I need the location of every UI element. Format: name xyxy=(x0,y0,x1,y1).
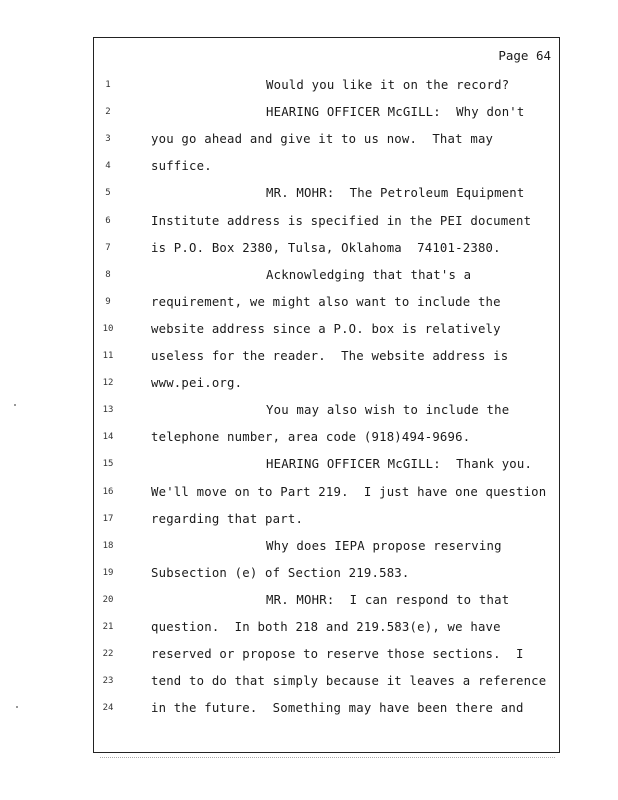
line-text: regarding that part. xyxy=(151,511,304,526)
line-number: 18 xyxy=(102,540,114,551)
transcript-line xyxy=(94,376,554,396)
line-number: 23 xyxy=(102,676,114,687)
transcript-line xyxy=(94,159,554,179)
line-text: Institute address is specified in the PEI document xyxy=(151,213,532,228)
transcript-line xyxy=(94,322,554,342)
line-text: Acknowledging that that's a xyxy=(266,267,472,282)
scan-speck xyxy=(14,404,16,406)
line-text: www.pei.org. xyxy=(151,376,243,391)
transcript-line xyxy=(94,674,554,694)
line-number: 20 xyxy=(102,594,114,605)
line-text: telephone number, area code (918)494-9696. xyxy=(151,430,471,445)
transcript-line xyxy=(94,132,554,152)
scan-artifact-line xyxy=(100,757,555,761)
line-text: question. In both 218 and 219.583(e), we have xyxy=(151,620,501,634)
line-number: 21 xyxy=(102,622,114,632)
line-number: 16 xyxy=(102,486,114,497)
transcript-line xyxy=(94,430,554,450)
line-number: 1 xyxy=(105,80,111,90)
line-number: 17 xyxy=(102,513,114,524)
line-text: reserved or propose to reserve those sections. I xyxy=(151,647,524,662)
line-number: 2 xyxy=(105,107,111,118)
line-number: 4 xyxy=(105,161,111,172)
line-number: 12 xyxy=(102,378,114,389)
transcript-line xyxy=(94,349,554,369)
line-text: website address since a P.O. box is relatively xyxy=(151,321,501,336)
transcript-line xyxy=(94,186,554,206)
line-number: 10 xyxy=(102,323,114,334)
line-text: Would you like it on the record? xyxy=(266,78,510,92)
transcript-line xyxy=(94,566,554,586)
line-number: 15 xyxy=(102,459,114,470)
line-text: tend to do that simply because it leaves a reference xyxy=(151,674,547,689)
transcript-line xyxy=(94,620,554,640)
transcript-line xyxy=(94,457,554,477)
line-text: Why does IEPA propose reserving xyxy=(266,538,502,553)
line-number: 5 xyxy=(105,188,111,199)
transcript-line xyxy=(94,485,554,505)
transcript-line xyxy=(94,78,554,98)
line-number: 7 xyxy=(105,242,111,253)
line-text: You may also wish to include the xyxy=(266,403,510,418)
line-number: 24 xyxy=(102,703,114,714)
line-text: Subsection (e) of Section 219.583. xyxy=(151,565,410,580)
line-number: 11 xyxy=(102,351,114,361)
line-text: HEARING OFFICER McGILL: Thank you. xyxy=(266,457,533,472)
line-text: suffice. xyxy=(151,159,212,174)
transcript-line xyxy=(94,701,554,721)
line-number: 14 xyxy=(102,432,114,443)
line-text: is P.O. Box 2380, Tulsa, Oklahoma 74101-2380. xyxy=(151,240,501,255)
line-text: in the future. Something may have been there and xyxy=(151,701,524,716)
transcript-line xyxy=(94,268,554,288)
line-text: MR. MOHR: I can respond to that xyxy=(266,592,510,607)
line-text: useless for the reader. The website address is xyxy=(151,349,509,363)
line-text: MR. MOHR: The Petroleum Equipment xyxy=(266,186,525,201)
transcript-line xyxy=(94,539,554,559)
transcript-line xyxy=(94,593,554,613)
transcript-page xyxy=(93,37,560,753)
transcript-line xyxy=(94,403,554,423)
transcript-line xyxy=(94,241,554,261)
transcript-line xyxy=(94,295,554,315)
line-number: 19 xyxy=(102,567,114,578)
page-number: Page 64 xyxy=(498,48,551,63)
line-text: requirement, we might also want to include the xyxy=(151,294,501,309)
line-number: 8 xyxy=(105,269,111,280)
transcript-line xyxy=(94,647,554,667)
line-number: 9 xyxy=(105,296,111,307)
transcript-line xyxy=(94,105,554,125)
line-number: 22 xyxy=(102,649,114,660)
line-text: We'll move on to Part 219. I just have one question xyxy=(151,484,547,499)
transcript-line xyxy=(94,214,554,234)
line-text: you go ahead and give it to us now. That may xyxy=(151,132,494,147)
line-number: 3 xyxy=(105,134,111,145)
line-number: 13 xyxy=(102,405,114,416)
transcript-line xyxy=(94,512,554,532)
line-text: HEARING OFFICER McGILL: Why don't xyxy=(266,105,525,120)
line-number: 6 xyxy=(105,215,111,226)
scan-speck xyxy=(16,706,18,708)
